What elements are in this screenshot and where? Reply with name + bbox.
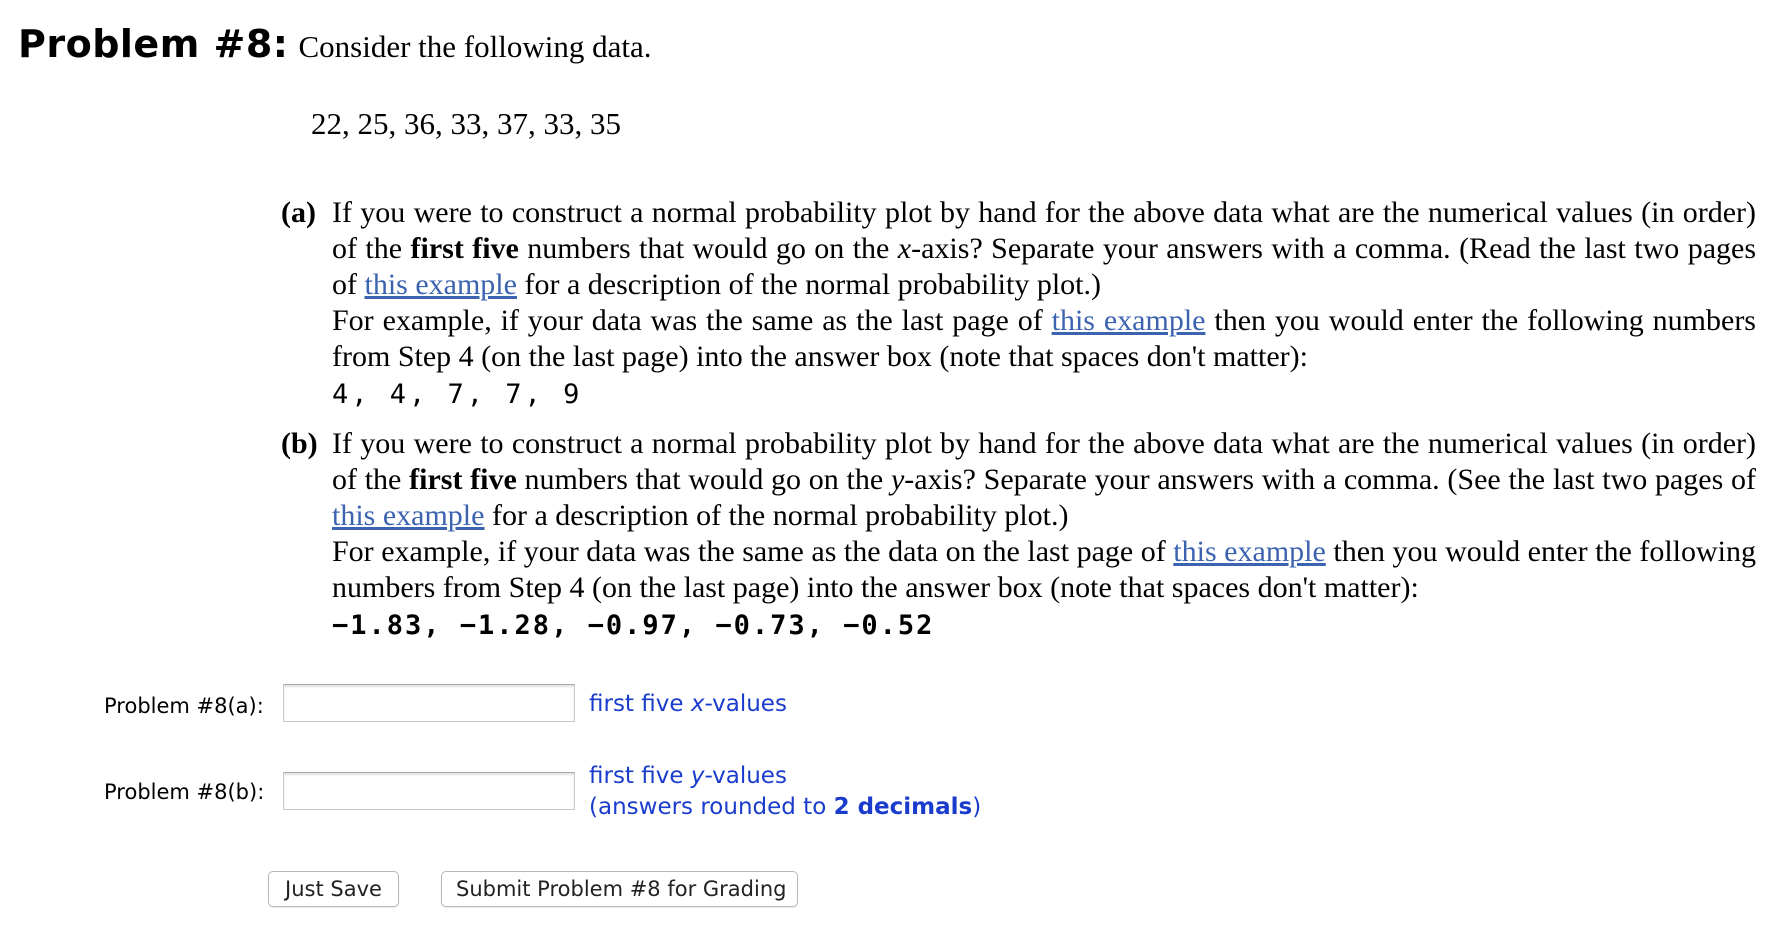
part-a-text-5: For example, if your data was the same as the last page of (332, 304, 1052, 337)
answer-b-hint-prefix: first five (589, 763, 691, 789)
answer-b-input[interactable] (283, 772, 575, 810)
part-a-axis: x (897, 232, 912, 265)
part-b (281, 426, 1756, 644)
part-b-example (332, 534, 1756, 606)
part-a-example-link-2[interactable]: this example (1051, 304, 1206, 337)
part-b-text-3: -axis? Separate your answers with a comma. (See the last two pages of (904, 463, 1757, 496)
part-a (281, 195, 1756, 413)
answer-b-hint-line-2 (589, 792, 981, 823)
part-a-text-6: then you would enter the following numbers from Step 4 (on the last page) into the answer box (note that spaces don't matter): (332, 304, 1756, 373)
part-a-example-numbers: 4, 4, 7, 7, 9 (332, 379, 583, 410)
answer-a-label: Problem #8(a): (104, 694, 264, 718)
answer-b-hint2-bold: 2 decimals (833, 794, 973, 820)
answer-b-hint-var: y (690, 763, 705, 789)
answer-a-input[interactable] (283, 684, 575, 722)
answer-b-hint-suffix: -values (704, 763, 787, 789)
just-save-button[interactable]: Just Save (268, 871, 399, 907)
part-a-body (332, 195, 1756, 413)
part-a-example-link-1[interactable]: this example (364, 268, 517, 301)
problem-label: Problem #8: (18, 22, 289, 66)
part-a-text-1: If you were to construct a normal probability plot by hand for the above data what are the numerical values (in order) of the (332, 196, 1756, 265)
part-b-example-link-2[interactable]: this example (1173, 535, 1326, 568)
part-b-text-1: If you were to construct a normal probability plot by hand for the above data what are the numerical values (in order) of the (332, 427, 1756, 496)
part-a-text-3: -axis? Separate your answers with a comma. (Read the last two pages of (332, 232, 1757, 301)
part-a-question (332, 195, 1756, 303)
part-b-text-6: then you would enter the following numbers from Step 4 (on the last page) into the answer box (note that spaces don't matter): (332, 535, 1757, 604)
answer-b-hint (589, 761, 981, 823)
part-b-example-numbers: −1.83, −1.28, −0.97, −0.73, −0.52 (332, 610, 935, 641)
part-b-question (332, 426, 1756, 534)
part-b-text-5: For example, if your data was the same as the data on the last page of (332, 535, 1174, 568)
answer-a-hint-suffix: -values (704, 691, 787, 717)
part-a-label: (a) (281, 196, 316, 229)
answer-b-hint2-suffix: ) (972, 794, 982, 820)
part-b-text-2: numbers that would go on the (516, 463, 891, 496)
answer-a-hint-prefix: first five (589, 691, 691, 717)
data-values: 22, 25, 36, 33, 37, 33, 35 (311, 106, 621, 141)
answer-b-hint2-prefix: (answers rounded to (589, 794, 834, 820)
part-a-bold: first five (410, 232, 519, 265)
answer-a-hint (589, 689, 787, 720)
part-b-body (332, 426, 1756, 644)
part-a-text-2: numbers that would go on the (518, 232, 898, 265)
part-b-axis: y (890, 463, 905, 496)
part-b-text-4: for a description of the normal probability plot.) (484, 499, 1069, 532)
part-b-bold: first five (409, 463, 517, 496)
submit-button[interactable]: Submit Problem #8 for Grading (441, 871, 798, 907)
answer-a-hint-var: x (690, 691, 705, 717)
answer-b-label: Problem #8(b): (104, 780, 265, 804)
part-b-example-link-1[interactable]: this example (332, 499, 485, 532)
part-a-example (332, 303, 1756, 375)
part-a-text-4: for a description of the normal probability plot.) (516, 268, 1101, 301)
answer-b-hint-line-1 (589, 761, 981, 792)
problem-header (18, 22, 652, 66)
problem-intro: Consider the following data. (298, 29, 652, 64)
part-b-label: (b) (281, 427, 318, 460)
